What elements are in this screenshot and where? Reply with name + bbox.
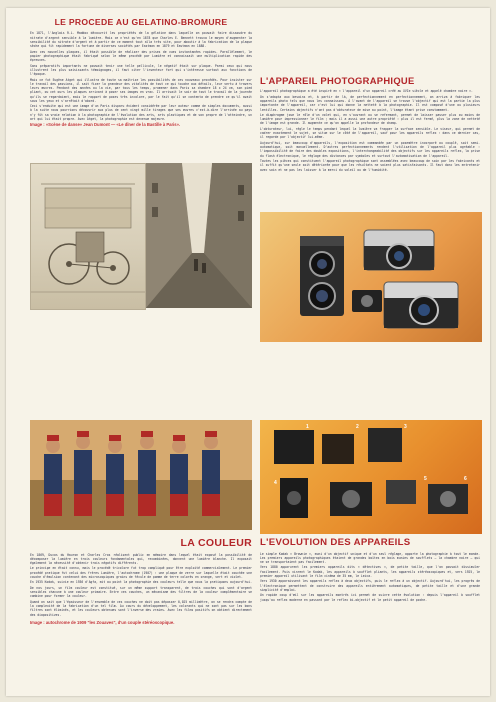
figure-number: 3 <box>404 424 407 430</box>
paragraph: L'appareil photographique a été inspiré en « l'appareil d'un appareil créé au XVIe siècle et appelé chambre noire ». <box>260 89 473 94</box>
figure-number: 6 <box>464 476 467 482</box>
paragraph: Toutes les pièces qui constituent l'appareil photographique sont assemblées avec beaucoup de soin par les fabricants et il suffit qu'une seule soit détériorée pour que les résultats ne soient plus satisfaisants. Il faut donc les entretenir avec soin et ne pas les laisser à la merci du soleil ou de l'humidité. <box>260 159 480 172</box>
paragraph: L'obturateur, lui, règle le temps pendant lequel la lumière va frapper la surface sensible. Le viseur, qui permet de cadrer exactement le sujet, se situe sur le côté de l'appareil, sauf pour les appareils reflex : dans ce dernier cas, il regarde par l'objectif lui-même. <box>260 126 480 140</box>
cameras-photo <box>260 212 482 342</box>
camera-evolution-photo <box>260 420 482 534</box>
section-title: LE PROCEDE AU GELATINO-BROMURE <box>54 17 228 27</box>
section-body <box>260 552 480 602</box>
paragraph: Sans préparatifs importants ne pouvait tenir une telle pellicule, le négatif était sur plaque. Parmi ceux qui nous illustrent les plus saisissants témoignages, il faut citer l'inventeur fort qui s'intéresse surtout aux fonctions de l'époque. <box>30 63 252 77</box>
paragraph: Un rapide coup d'œil sur les appareils montrés ici permet de suivre cette évolution : depuis l'appareil à soufflet jusqu'au reflex moderne en passant par le reflex bi-objectif et le petit appareil de poche. <box>260 593 480 602</box>
book-page <box>6 8 490 696</box>
paragraph: Le diaphragme joue le rôle d'un volet qui, en s'ouvrant ou se refermant, permet de laisser passer plus ou moins de lumière pour impressionner le film ; mais il a aussi une autre propriété : plus il est fermé, plus la zone de netteté de l'image est grande. Il augmente ce qu'on appelle la profondeur de champ. <box>260 112 480 126</box>
autochrome-zouaves-photo <box>30 420 252 530</box>
section-appareil <box>260 76 480 173</box>
figure-number: 2 <box>356 424 359 430</box>
paragraph: Vers 1880 apparurent les premiers appareils dits « détectives », de petite taille, que l'on pouvait dissimuler facilement. Puis vinrent le Kodak, les appareils à soufflet pliants, les appareils stéréoscopiques et, vers 1925, le premier appareil utilisant le film cinéma de 35 mm, le Leica. <box>260 565 480 578</box>
paragraph: Aujourd'hui, sur beaucoup d'appareils, l'exposition est commandée par un posemètre incorporé ou couplé, soit semi-automatique, soit manuellement. D'autres perfectionnements rendent l'utilisation de l'appareil plus agréable : l'impossibilité de faire des doubles expositions, l'interchangeabilité des objectifs sur les appareils reflex, la prise du flash électronique, le réglage des distances par symboles et surtout l'automatisation de l'appareil. <box>260 140 480 158</box>
paragraph: De nos jours, un film couleur est constitué, sur un même support transparent, de trois couches qui sont d'argent sensibles chacune à une couleur primaire. Entre ces couches, un mécanisme des filtres de la couleur complémentaire se combine pour former la couleur. <box>30 585 252 599</box>
section-gelatino-bromure <box>30 18 252 127</box>
figure-number: 5 <box>424 476 427 482</box>
section-title: LA COULEUR <box>180 537 252 549</box>
section-evolution <box>260 538 480 603</box>
figure-number: 4 <box>274 480 277 486</box>
paragraph: Le simple Kodak « Brownie », muni d'un objectif unique et d'un seul réglage, apporte la photographie à tout le monde. Les premiers appareils photographiques étaient de grandes boîtes en bois munies de soufflets — la chambre noire — qui ne se transportaient pas facilement. <box>260 551 480 565</box>
section-body <box>30 553 252 617</box>
paragraph: Ceci s'enduite qui est une image d'un Paris disparu évident considérée par leur auteur comme de simples documents, aussi à la suite nous pourrions découvrir aux plus de cent vingt mille tirages que ses œuvres c'est-à-dire l'arrivée au pays n'y fût sa vraie relation à la photographie de l'évolution des arts, arts plastiques et de son propre de l'atteindre, un art qui lui était propre. Avec Atget, la photographie est devenue majeure. <box>30 104 252 121</box>
paragraph: Vers 1930 apparaissent les appareils reflex à deux objectifs, puis le reflex à un objectif. Aujourd'hui, les progrès de l'électronique permettent de construire des appareils entièrement automatiques, de petite taille et d'une grande simplicité d'emploi. <box>260 579 480 592</box>
section-body <box>260 89 480 171</box>
paragraph: En 1869, Ducos du Hauron et Charles Cros réalisent public en mémoire dans lequel était exposé la possibilité de décomposer la lumière en trois couleurs fondamentales qui, recombinées, donnent une lumière blanche. Il exposait également la nécessité d'obtenir trois négatifs différents. <box>30 552 252 566</box>
paragraph: En 1871, l'Anglais R.L. Maddox découvrit les propriétés de la gélatine dans laquelle on pouvait faire dissoudre du nitrate d'argent sensible à la lumière. Mais ce n'est qu'en 1878 que Charles E. Bennett trouva le moyen d'augmenter la sensibilité du nitrate d'argent et à partir de ce moment tout alla très vite, pour aboutir à la fabrication de la plaque sèche qui fit rapidement la fortune de diverses sociétés par Eastman en 1879 et Eastman en 1888. <box>30 31 252 49</box>
paragraph: Le principe en était connu, mais le procédé tricolore fut trop compliqué pour être exploité commercialement. Le premier procédé pratique fut celui des frères Lumière, l'autochrome (1907) : une plaque de verre sur laquelle était couchée une couche d'émulsion contenant des microscopiques grains de fécule de pomme de terre colorés en orange, vert et violet. <box>30 566 252 579</box>
section-title: L'APPAREIL PHOTOGRAPHIQUE <box>260 75 415 86</box>
paris-street-photo <box>146 163 252 308</box>
section-body <box>30 31 252 121</box>
paragraph: On s'adapta aux besoins et, à partir de là, de perfectionnement en perfectionnement, on arriva à fabriquer les appareils photo tels que nous les connaissons. À l'avant de l'appareil se trouve l'objectif qui est la partie la plus importante de l'appareil, car c'est lui qui donne la netteté à la photographie. Il est composé d'une ou plusieurs lentilles. Certains objectifs n'ont pas d'obturateur de mise au point, l'image étant prise constamment. <box>260 94 480 112</box>
paragraph: Mais ce fut Eugène Atget qui illustra de toute sa maîtrise les possibilités de ces nouveaux procédés. Pour insister sur le travail des passions, il sait fixer la grandeur des vitalités de tout ce qui touche aux détails, leur vertu à travers leurs œuvres. Pendant des années ou la vie, par tous les temps, promener dans Paris sa chambre 18 x 24 cm, son pied pliant, ou cet ours les plaques arrivant à poser ses images en vrac. Il arrivait le soir de tout le travail de la journée qu'ils se regardaient, mais le rapport de poses très incolore, par le fait qu'il se contenta de prendre ce qu'il avait sous les yeux et s'arrêtait d'abord. <box>30 77 252 103</box>
paragraph: En 1935 Kodak, suivie en 1936 d'Agfa, mit au point la photographie des couleurs telle que nous la pratiquons aujourd'hui. <box>30 580 252 585</box>
photo-caption: Image : «Scène de danse» Jean Dumont — «Le dîner de la Bastille à Paris». <box>30 122 181 128</box>
section-couleur <box>30 538 252 625</box>
section-title: L'EVOLUTION DES APPAREILS <box>260 537 411 548</box>
paragraph: Avec ces nouvelles plaques, il était possible de réaliser des prises de vues instantanées rapides. Parallèlement, le papier photographique était fabriqué selon le même procédé par Lumière et connaissait une multiplication rapide des épreuves. <box>30 49 252 63</box>
photo-caption: Image : autochrome de 1909 "les Zouaves", d'un couple stéréoscopique. <box>30 619 175 625</box>
paragraph: Quand on sait que l'épaisseur de l'ensemble de ces couches ne doit pas dépasser 0,025 millimètre, on se rendra compte de la complexité de la fabrication d'un tel film. Au cours du développement, les colorants qui ne sont pas sur les bons filtres sont éliminés, et les couleurs obtenues sont l'inverse des vraies. Avec les films positifs on obtient directement des diapositives. <box>30 599 252 617</box>
figure-number: 1 <box>306 424 309 430</box>
lithograph-illustration <box>30 163 146 310</box>
